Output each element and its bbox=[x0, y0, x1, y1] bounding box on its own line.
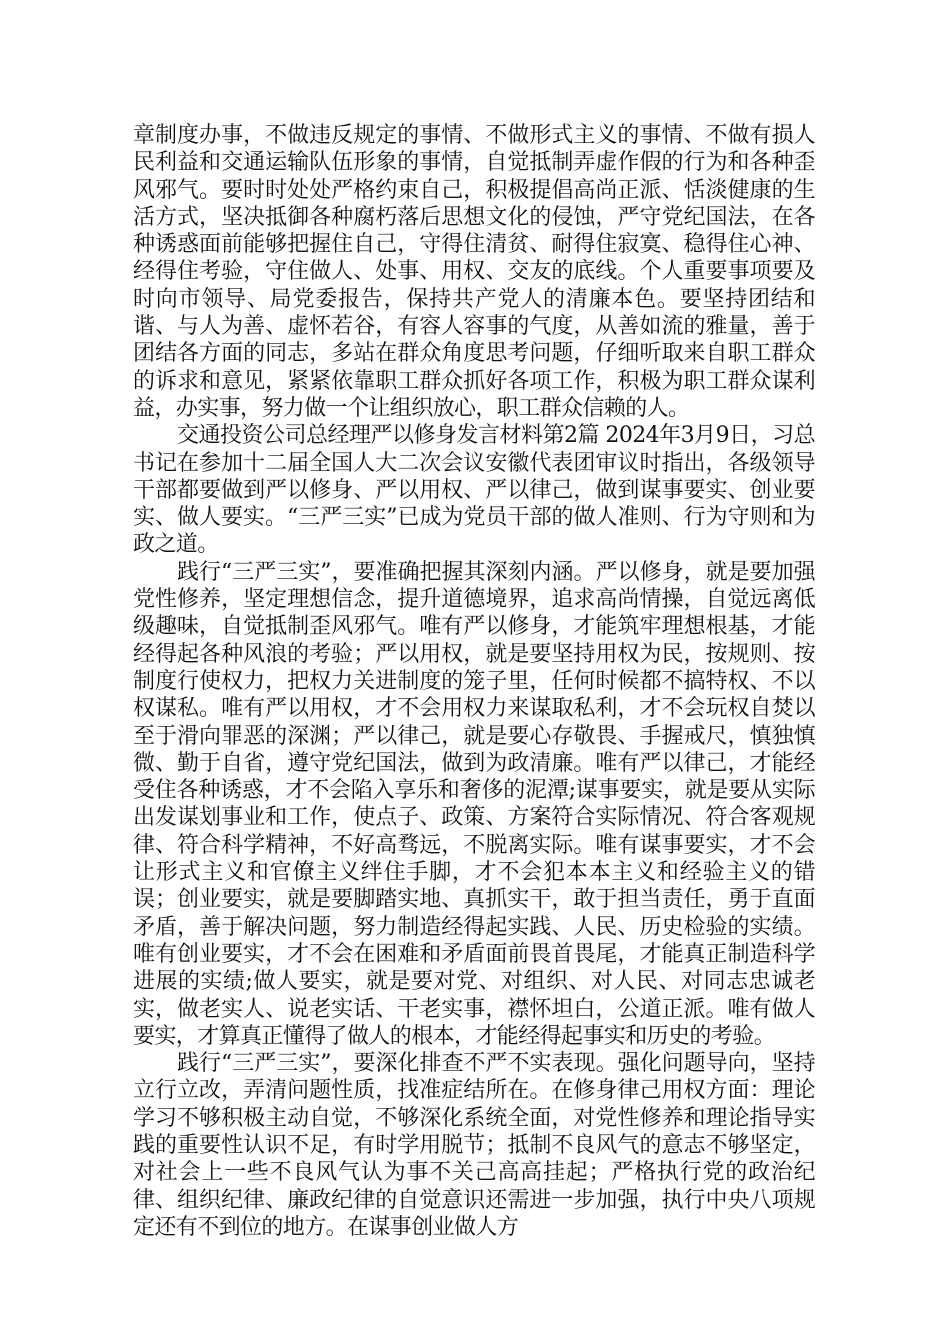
paragraph-connotation: 践行“三严三实”，要准确把握其深刻内涵。严以修身，就是要加强党性修养，坚定理想信念，提升道德境界，追求高尚情操，自觉远离低级趣味，自觉抵制歪风邪气。唯有严以修身，才能筑牢理想根基，才能经得起各种风浪的考验；严以用权，就是要坚持用权为民，按规则、按制度行使权力，把权力关进制度的笼子里，任何时候都不搞特权、不以权谋私。唯有严以用权，才不会用权力来谋取私利，才不会玩权自焚以至于滑向罪恶的深渊；严以律己，就是要心存敬畏、手握戒尺，慎独慎微、勤于自省，遵守党纪国法，做到为政清廉。唯有严以律己，才能经受住各种诱惑，才不会陷入享乐和奢侈的泥潭;谋事要实，就是要从实际出发谋划事业和工作，使点子、政策、方案符合实际情况、符合客观规律、符合科学精神，不好高骛远，不脱离实际。唯有谋事要实，才不会让形式主义和官僚主义绊住手脚，才不会犯本本主义和经验主义的错误；创业要实，就是要脚踏实地、真抓实干，敢于担当责任，勇于直面矛盾，善于解决问题，努力制造经得起实践、人民、历史检验的实绩。唯有创业要实，才不会在困难和矛盾面前畏首畏尾，才能真正制造科学进展的实绩;做人要实，就是要对党、对组织、对人民、对同志忠诚老实，做老实人、说老实话、干老实事，襟怀坦白，公道正派。唯有做人要实，才算真正懂得了做人的根本，才能经得起事实和历史的考验。 bbox=[133, 559, 815, 1049]
paragraph-problems: 践行“三严三实”，要深化排查不严不实表现。强化问题导向，坚持立行立改，弄清问题性质，找准症结所在。在修身律己用权方面：理论学习不够积极主动自觉，不够深化系统全面，对党性修养和理论指导实践的重要性认识不足，有时学用脱节；抵制不良风气的意志不够坚定，对社会上一些不良风气认为事不关己高高挂起；严格执行党的政治纪律、组织纪律、廉政纪律的自觉意识还需进一步加强，执行中央八项规定还有不到位的地方。在谋事创业做人方 bbox=[133, 1051, 815, 1240]
paragraph-article-intro: 交通投资公司总经理严以修身发言材料第2篇 2024年3月9日，习总书记在参加十二届全国人大二次会议安徽代表团审议时指出，各级领导干部都要做到严以修身、严以用权、严以律己，做到谋事要实、创业要实、做人要实。“三严三实”已成为党员干部的做人准则、行为守则和为政之道。 bbox=[133, 423, 815, 558]
document-body bbox=[133, 122, 815, 1241]
paragraph-continuation: 章制度办事，不做违反规定的事情、不做形式主义的事情、不做有损人民利益和交通运输队伍形象的事情，自觉抵制弄虚作假的行为和各种歪风邪气。要时时处处严格约束自己，积极提倡高尚正派、恬淡健康的生活方式，坚决抵御各种腐朽落后思想文化的侵蚀，严守党纪国法，在各种诱惑面前能够把握住自己，守得住清贫、耐得住寂寞、稳得住心神、经得住考验，守住做人、处事、用权、交友的底线。个人重要事项要及时向市领导、局党委报告，保持共产党人的清廉本色。要坚持团结和谐、与人为善、虚怀若谷，有容人容事的气度，从善如流的雅量，善于团结各方面的同志，多站在群众角度思考问题，仔细听取来自职工群众的诉求和意见，紧紧依靠职工群众抓好各项工作，积极为职工群众谋利益，办实事，努力做一个让组织放心，职工群众信赖的人。 bbox=[133, 123, 815, 421]
